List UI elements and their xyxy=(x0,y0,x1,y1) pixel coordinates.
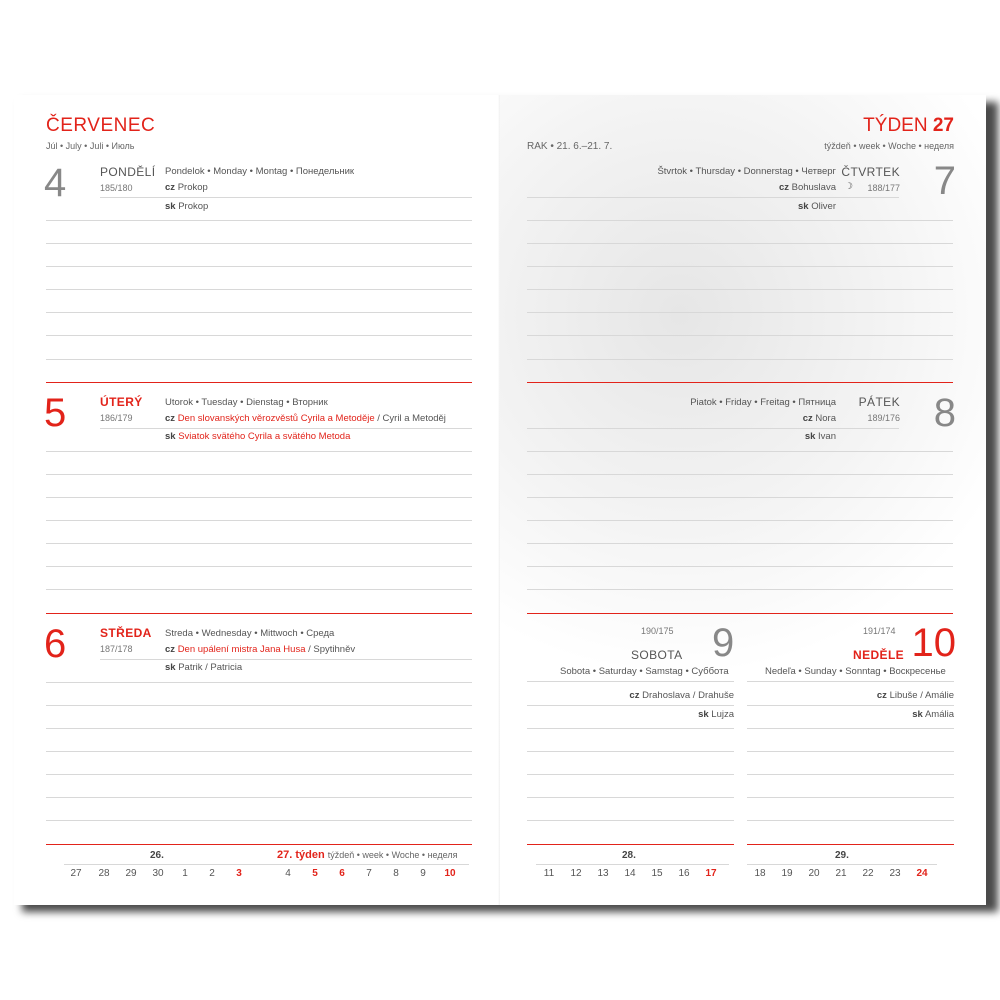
day-translations: Streda • Wednesday • Mittwoch • Среда xyxy=(165,628,335,639)
month-translations: Júl • July • Juli • Июль xyxy=(46,141,135,151)
mini-cal-day: 6 xyxy=(339,868,345,879)
left-page xyxy=(14,95,500,905)
sk-nameday: sk Amália xyxy=(912,709,954,720)
mini-cal-day: 28 xyxy=(98,868,110,879)
day-number: 6 xyxy=(44,622,67,666)
day-translations: Piatok • Friday • Freitag • Пятница xyxy=(690,397,836,408)
sk-nameday: sk Lujza xyxy=(698,709,734,720)
mini-cal-day: 30 xyxy=(152,868,164,879)
week-label: 26. xyxy=(150,850,164,861)
mini-cal-day: 7 xyxy=(366,868,372,879)
day-name: ČTVRTEK xyxy=(841,165,900,179)
mini-cal-day: 13 xyxy=(597,868,609,879)
mini-cal-day: 19 xyxy=(781,868,793,879)
mini-cal-day: 4 xyxy=(285,868,291,879)
mini-cal-day: 29 xyxy=(125,868,137,879)
day-translations: Utorok • Tuesday • Dienstag • Вторник xyxy=(165,397,328,408)
mini-cal-day: 11 xyxy=(543,868,555,879)
day-count: 189/176 xyxy=(867,413,900,423)
day-translations: Nedeľa • Sunday • Sonntag • Воскресенье xyxy=(765,666,946,677)
mini-cal-day: 22 xyxy=(862,868,874,879)
mini-cal-day: 23 xyxy=(889,868,901,879)
day-number: 4 xyxy=(44,161,67,205)
day-name: SOBOTA xyxy=(631,648,683,662)
day-name: STŘEDA xyxy=(100,626,152,640)
week-label: 29. xyxy=(835,850,849,861)
week-label: 27. týden týždeň • week • Woche • неделя xyxy=(277,849,458,861)
sk-holiday: sk Sviatok svätého Cyrila a svätého Metoda xyxy=(165,431,351,442)
day-name: PONDĚLÍ xyxy=(100,165,156,179)
day-translations: Štvrtok • Thursday • Donnerstag • Четверг xyxy=(657,166,836,177)
sk-nameday: sk Prokop xyxy=(165,201,209,212)
mini-cal-day: 14 xyxy=(624,868,636,879)
day-number: 9 xyxy=(712,621,735,665)
day-name: PÁTEK xyxy=(858,395,900,409)
cz-holiday: cz Den upálení mistra Jana Husa / Spytihněv xyxy=(165,644,356,655)
day-name: NEDĚLE xyxy=(853,648,905,662)
mini-cal-day: 16 xyxy=(678,868,690,879)
zodiac: RAK • 21. 6.–21. 7. xyxy=(527,141,613,152)
mini-cal-day: 3 xyxy=(236,868,242,879)
mini-cal-day: 8 xyxy=(393,868,399,879)
mini-cal-day: 1 xyxy=(182,868,188,879)
cz-nameday: cz Libuše / Amálie xyxy=(876,690,954,701)
cz-nameday: cz Bohuslava xyxy=(778,182,836,193)
day-number: 10 xyxy=(911,621,956,665)
day-translations: Sobota • Saturday • Samstag • Суббота xyxy=(560,666,729,677)
day-count: 188/177 xyxy=(867,183,900,193)
day-number: 5 xyxy=(44,391,67,435)
day-count: 185/180 xyxy=(100,183,133,193)
mini-cal-day: 21 xyxy=(835,868,847,879)
cz-nameday: cz Drahoslava / Drahuše xyxy=(629,690,734,701)
mini-cal-day: 12 xyxy=(570,868,582,879)
mini-cal-day: 18 xyxy=(754,868,766,879)
right-page xyxy=(500,95,986,905)
mini-cal-day: 9 xyxy=(420,868,426,879)
sk-nameday: sk Ivan xyxy=(804,431,836,442)
day-count: 191/174 xyxy=(863,626,896,636)
week-translations: týždeň • week • Woche • неделя xyxy=(824,141,954,151)
day-translations: Pondelok • Monday • Montag • Понедельник xyxy=(165,166,355,177)
day-name: ÚTERÝ xyxy=(100,395,143,409)
mini-cal-day: 20 xyxy=(808,868,820,879)
day-count: 186/179 xyxy=(100,413,133,423)
day-number: 7 xyxy=(933,159,956,203)
cz-holiday: cz Den slovanských věrozvěstů Cyrila a Metoděje / Cyril a Metoděj xyxy=(165,413,446,424)
mini-cal-day: 17 xyxy=(705,868,717,879)
month-title: ČERVENEC xyxy=(46,115,156,136)
mini-cal-day: 15 xyxy=(651,868,663,879)
day-count: 190/175 xyxy=(641,626,674,636)
mini-cal-day: 2 xyxy=(209,868,215,879)
mini-cal-day: 5 xyxy=(312,868,318,879)
sk-nameday: sk Oliver xyxy=(797,201,836,212)
week-title: TÝDEN 27 xyxy=(863,115,954,136)
mini-cal-day: 10 xyxy=(444,868,456,879)
sk-nameday: sk Patrik / Patricia xyxy=(165,662,243,673)
moon-phase-icon: ☽ xyxy=(844,181,853,192)
cz-nameday: cz Prokop xyxy=(165,182,208,193)
mini-cal-day: 24 xyxy=(916,868,928,879)
day-count: 187/178 xyxy=(100,644,133,654)
week-label: 28. xyxy=(622,850,636,861)
day-number: 8 xyxy=(933,391,956,435)
cz-nameday: cz Nora xyxy=(802,413,836,424)
mini-cal-day: 27 xyxy=(70,868,82,879)
